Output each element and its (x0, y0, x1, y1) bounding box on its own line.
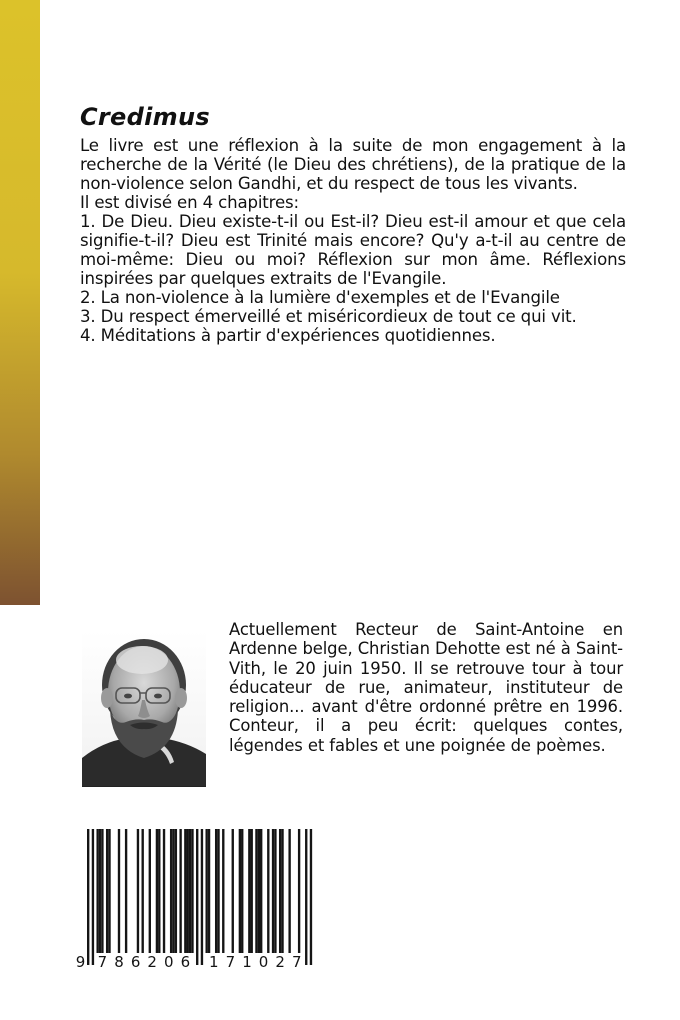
chapter-1: 1. De Dieu. Dieu existe-t-il ou Est-il? Dieu est-il amour et que cela signifie-t-il? Dieu est Trinité mais encore? Qu'y a-t-il au centre de moi-même: Dieu ou moi? Réflexion sur mon âme. Réflexions inspirées par quelques extraits de l'Evangile. (80, 212, 626, 288)
barcode-bar (239, 829, 241, 953)
barcode-bar (248, 829, 250, 953)
barcode-bar (298, 829, 300, 953)
barcode-bar (118, 829, 120, 953)
author-portrait-image (82, 630, 206, 787)
barcode-bar (215, 829, 217, 953)
barcode-bar (156, 829, 158, 953)
cover-accent-stripe (0, 0, 40, 605)
barcode-bar (305, 829, 307, 965)
author-bio: Actuellement Recteur de Saint-Antoine en Ardenne belge, Christian Dehotte est né à Saint-Vith, le 20 juin 1950. Il se retrouve tour à tour éducateur de rue, animateur, instituteur de religion... avant d'être ordonné prêtre en 1996. Conteur, il a peu écrit: quelques contes, légendes et fables et une poignée de poèmes. (229, 620, 623, 755)
barcode-digit: 7 (97, 953, 108, 971)
book-description (80, 136, 626, 345)
barcode-bar (196, 829, 198, 965)
barcode-bar (260, 829, 262, 953)
barcode-digit: 7 (225, 953, 236, 971)
barcode-bar (142, 829, 144, 953)
barcode-digit: 1 (242, 953, 252, 971)
barcode-bar (96, 829, 98, 953)
barcode-bar (217, 829, 219, 953)
barcode-bar (281, 829, 283, 953)
barcode-bar (241, 829, 243, 953)
barcode-bar (184, 829, 186, 953)
barcode-bar (288, 829, 290, 953)
author-photo (82, 630, 206, 787)
barcode-bar (125, 829, 127, 953)
book-title: Credimus (80, 103, 210, 131)
barcode-bar (267, 829, 269, 953)
barcode-digit: 2 (275, 953, 285, 971)
barcode-bar (279, 829, 281, 953)
barcode-bar (274, 829, 276, 953)
barcode-bar (172, 829, 174, 953)
barcode-bar (92, 829, 94, 965)
barcode-digit: 8 (114, 953, 124, 971)
barcode-bar (170, 829, 172, 953)
barcode-bar (208, 829, 210, 953)
barcode-bar (158, 829, 160, 953)
barcode-digit: 2 (147, 953, 157, 971)
barcode-bar (189, 829, 191, 953)
barcode-bar (137, 829, 139, 953)
description-intro: Le livre est une réflexion à la suite de mon engagement à la recherche de la Vérité (le Dieu des chrétiens), de la pratique de la non-violence selon Gandhi, et du respect de tous les vivants. (80, 136, 626, 193)
barcode-bar (255, 829, 257, 953)
barcode-digit: 0 (163, 953, 174, 971)
barcode-bar (187, 829, 189, 953)
barcode-bar (87, 829, 89, 965)
barcode-bar (101, 829, 103, 953)
chapter-4: 4. Méditations à partir d'expériences quotidiennes. (80, 326, 496, 345)
barcode-digit: 6 (180, 953, 191, 971)
barcode-digit: 9 (76, 953, 86, 971)
barcode-graphic (76, 826, 320, 974)
barcode-bar (179, 829, 181, 953)
barcode-bar (222, 829, 224, 953)
barcode-digit: 7 (291, 953, 302, 971)
barcode-bar (310, 829, 312, 965)
barcode-bar (258, 829, 260, 953)
barcode-bar (206, 829, 208, 953)
barcode-bar (175, 829, 177, 953)
barcode-digit: 1 (209, 953, 219, 971)
barcode-bar (163, 829, 165, 953)
description-chapters-intro: Il est divisé en 4 chapitres: (80, 193, 299, 212)
barcode-bar (191, 829, 193, 953)
barcode-bar (99, 829, 101, 953)
barcode-bar (108, 829, 110, 953)
barcode-digit: 0 (258, 953, 269, 971)
barcode-bar (251, 829, 253, 953)
barcode-bar (201, 829, 203, 965)
barcode-bar (149, 829, 151, 953)
barcode-bar (232, 829, 234, 953)
barcode-digit: 6 (130, 953, 141, 971)
barcode-bar (272, 829, 274, 953)
isbn-barcode (76, 826, 320, 974)
chapter-3: 3. Du respect émerveillé et miséricordieux de tout ce qui vit. (80, 307, 577, 326)
chapter-2: 2. La non-violence à la lumière d'exemples et de l'Evangile (80, 288, 560, 307)
barcode-bar (106, 829, 108, 953)
